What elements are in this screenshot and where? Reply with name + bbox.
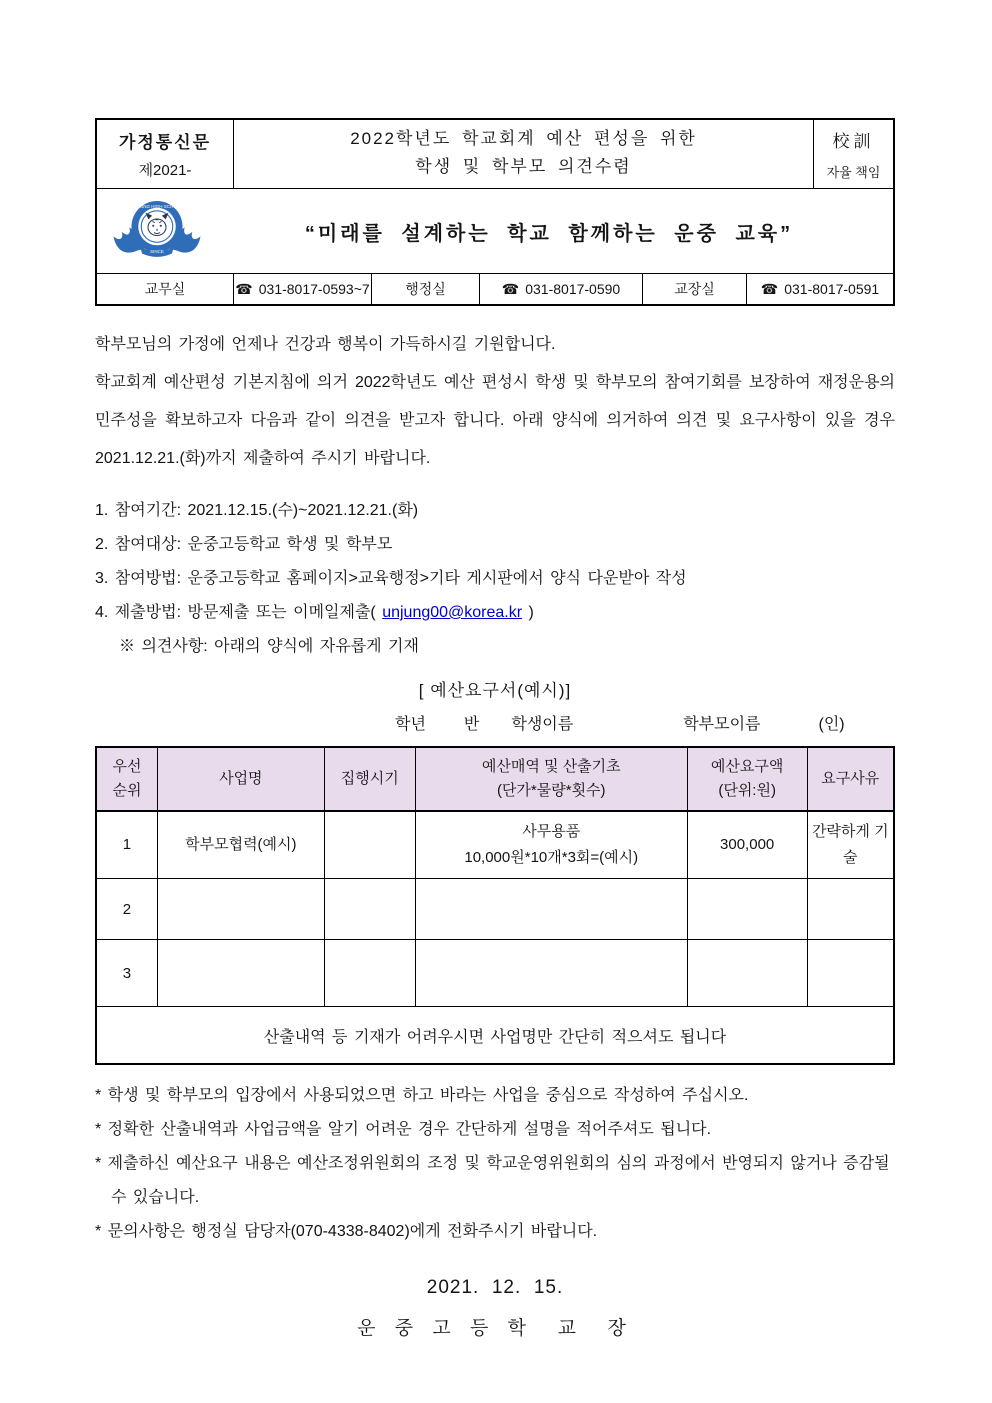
cell-execution-time (324, 940, 415, 1007)
notice-title-line1: 2022학년도 학교회계 예산 편성을 위한 (350, 129, 697, 148)
table-footer-note: 산출내역 등 기재가 어려우시면 사업명만 간단히 적으셔도 됩니다 (96, 1007, 894, 1065)
table-note-row (96, 1007, 894, 1065)
submit-prefix: 4. 제출방법: 방문제출 또는 이메일제출( (95, 604, 383, 621)
opinion-note: ※ 의견사항: 아래의 양식에 자유롭게 기재 (119, 638, 419, 655)
motto-values: 자율 책임 (826, 165, 881, 180)
list-item-target: 2. 참여대상: 운중고등학교 학생 및 학부모 (95, 536, 393, 553)
cell-reason (807, 940, 894, 1007)
sig-grade-label: 학년 (395, 716, 426, 733)
cell-budget-detail (415, 879, 687, 940)
contact-phone-number: 031-8017-0593~7 (258, 281, 370, 297)
submit-suffix: ) (522, 604, 534, 621)
form-title: [ 예산요구서(예시)] (418, 681, 572, 700)
doc-info-cell (97, 120, 234, 188)
header-contacts-row (97, 274, 893, 304)
cell-priority: 1 (96, 811, 157, 879)
footnote-4: * 문의사항은 행정실 담당자(070-4338-8402)에게 전화주시기 바랍니다. (95, 1223, 598, 1240)
table-row-3 (96, 940, 894, 1007)
contact-phone-haengjeong (480, 274, 643, 304)
cell-budget-detail: 사무용품 10,000원*10개*3회=(예시) (415, 811, 687, 879)
contact-phone-kyomu (234, 274, 372, 304)
greeting-text: 학부모님의 가정에 언제나 건강과 행복이 가득하시길 기원합니다. (95, 336, 556, 353)
col-request-amount: 예산요구액 (단위:원) (687, 747, 807, 811)
cell-priority: 2 (96, 879, 157, 940)
cell-project-name (157, 940, 324, 1007)
footnotes (95, 1079, 895, 1249)
contact-phone-kyojang (747, 274, 893, 304)
email-link[interactable]: unjung00@korea.kr (382, 604, 523, 621)
cell-reason (807, 879, 894, 940)
signature-line (95, 711, 895, 734)
header-top-row (97, 120, 893, 189)
cell-project-name: 학부모협력(예시) (157, 811, 324, 879)
contact-label-kyojang: 교장실 (643, 274, 747, 304)
col-project-name: 사업명 (157, 747, 324, 811)
cell-budget-detail (415, 940, 687, 1007)
emblem-text-bottom: SINCE (150, 248, 164, 254)
participation-list (95, 494, 895, 664)
contact-phone-number: 031-8017-0591 (784, 281, 880, 297)
phone-icon: ☎ (760, 280, 779, 297)
cell-request-amount: 300,000 (687, 811, 807, 879)
list-item-submit (95, 596, 895, 630)
sig-parent-label: 학부모이름 (683, 716, 761, 733)
motto-label: 校訓 (832, 132, 875, 151)
phone-icon: ☎ (501, 280, 520, 297)
budget-table-header (96, 747, 894, 811)
doc-number: 제2021- (138, 162, 192, 179)
col-budget-detail: 예산매역 및 산출기초 (단가*물량*횟수) (415, 747, 687, 811)
contact-label-haengjeong: 행정실 (372, 274, 480, 304)
col-priority: 우선 순위 (96, 747, 157, 811)
school-motto-cell (813, 120, 893, 188)
emblem-text-top: UNJUNG HIGH SCHOOL (131, 203, 183, 209)
contact-label-kyomu: 교무실 (97, 274, 234, 304)
table-row-1 (96, 811, 894, 879)
sig-student-label: 학생이름 (511, 716, 574, 733)
table-row-2 (96, 879, 894, 940)
sig-seal-label: (인) (818, 716, 845, 733)
cell-execution-time (324, 811, 415, 879)
cell-priority: 3 (96, 940, 157, 1007)
sig-class-label: 반 (463, 716, 480, 733)
header-box (95, 118, 895, 306)
notice-title-line2: 학생 및 학부모 의견수렴 (415, 157, 632, 176)
footnote-1: * 학생 및 학부모의 입장에서 사용되었으면 하고 바라는 사업을 중심으로 작성하여 주십시오. (95, 1087, 749, 1104)
cell-project-name (157, 879, 324, 940)
col-reason: 요구사유 (807, 747, 894, 811)
phone-icon: ☎ (235, 280, 253, 297)
school-slogan: “미래를 설계하는 학교 함께하는 운중 교육” (304, 222, 794, 245)
closing-date: 2021. 12. 15. (426, 1277, 564, 1298)
cell-execution-time (324, 879, 415, 940)
contact-phone-number: 031-8017-0590 (525, 281, 621, 297)
cell-request-amount (687, 879, 807, 940)
list-item-period: 1. 참여기간: 2021.12.15.(수)~2021.12.21.(화) (95, 502, 419, 519)
budget-request-table (95, 746, 895, 1065)
col-execution-time: 집행시기 (324, 747, 415, 811)
notice-title-cell (234, 120, 813, 188)
footnote-2: * 정확한 산출내역과 사업금액을 알기 어려운 경우 간단하게 설명을 적어주셔도 됩니다. (95, 1121, 712, 1138)
school-emblem-logo (112, 195, 202, 267)
footnote-3: * 제출하신 예산요구 내용은 예산조정위원회의 조정 및 학교운영위원회의 심의 과정에서 반영되지 않거나 증감될 수 있습니다. (95, 1155, 890, 1206)
header-slogan-row (97, 189, 893, 274)
doc-type-label: 가정통신문 (118, 133, 212, 152)
closing-signer: 운 중 고 등 학 교 장 (357, 1318, 633, 1339)
school-logo-wrap (103, 195, 211, 267)
intro-text: 학교회계 예산편성 기본지침에 의거 2022학년도 예산 편성시 학생 및 학부모의 참여기회를 보장하여 재정운용의 민주성을 확보하고자 다음과 같이 의견을 받고자 합니다. 아래 양식에 의거하여 의견 및 요구사항이 있을 경우 2021.12.21.(화)까지 제출하여 주시기 바랍니다. (95, 374, 895, 467)
emblem-inner (138, 208, 176, 246)
cell-reason: 간략하게 기술 (807, 811, 894, 879)
list-item-method: 3. 참여방법: 운중고등학교 홈페이지>교육행정>기타 게시판에서 양식 다운받아 작성 (95, 570, 687, 587)
cell-request-amount (687, 940, 807, 1007)
